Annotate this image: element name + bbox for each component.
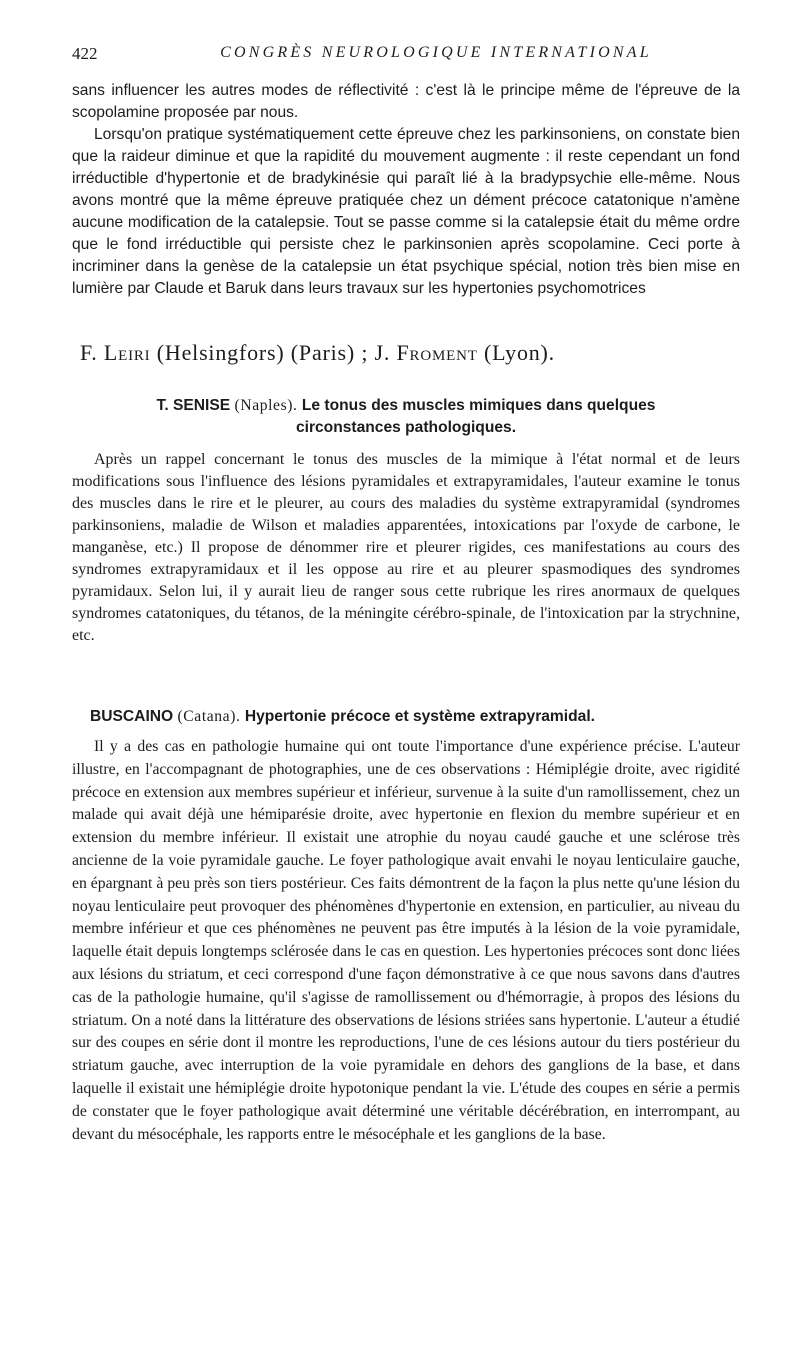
intro-paragraph-2: Lorsqu'on pratique systématiquement cette épreuve chez les parkinsoniens, on constate bien que la raideur diminue et que la rapidité du mouvement augmente : il reste cependant un fond irréductible d'hypertonie et de bradykinésie qui paraît lié à la bradypsychie elle-même. Nous avons montré que la même épreuve pratiquée chez un dément précoce catatonique n'amène aucune modification de la catalepsie. Tout se passe comme si la catalepsie était du même ordre que le fond irréductible qui persiste chez le parkinsonien après scopolamine. Ceci porte à incriminer dans la genèse de la catalepsie un état psychique spécial, notion très bien mise en lumière par Claude et Baruk dans leurs travaux sur les hypertonies psychomotrices xyxy=(72,126,740,297)
senise-heading xyxy=(72,395,740,417)
buscaino-body: Il y a des cas en pathologie humaine qui ont toute l'importance d'une expérience précise. L'auteur illustre, en l'accompagnant de photographies, une de ces observations : Hémiplégie droite, avec rigidité précoce en extension aux membres supérieur et inférieur, survenue à la suite d'un ramollissement, chez un malade qui avait déjà une hémiparésie droite, avec hypertonie en flexion du membre supérieur et en extension du membre inférieur. Il existait une atrophie du noyau caudé gauche et une sclérose très ancienne de la voie pyramidale gauche. Le foyer pathologique avait envahi le noyau lenticulaire gauche, en épargnant à peu près son tiers postérieur. Ces faits démontrent de la façon la plus nette qu'une lésion du noyau lenticulaire peut provoquer des phénomènes d'hypertonie en extension, en particulier, au niveau du membre inférieur et que ces phénomènes ne peuvent pas être imputés à la lésion de la voie pyramidale, laquelle était depuis longtemps sclérosée dans le cas en question. Les hypertonies précoces sont donc liées aux lésions du striatum, et ceci correspond d'une façon démonstrative à ce que nous savons dans d'autres cas de la pathologie humaine, qu'il s'agisse de ramollissement ou d'hémorragie, à propos des lésions du striatum. On a noté dans la littérature des observations de lésions striées sans hypertonie. L'auteur a étudié sur des coupes en série dont il montre les reproductions, l'une de ces lésions autour du tiers postérieur du striatum gauche, avec interruption de la voie pyramidale en dehors des ganglions de la base, et dans laquelle il existait une hémiplégie droite hypotonique pendant la vie. L'étude des coupes en série a permis de constater que le foyer pathologique avait déterminé une véritable décérébration, en interrompant, au devant du mésocéphale, les rapports entre le mésocéphale et les ganglions de la base. xyxy=(72,738,740,1143)
author1-location: (Helsingfors) (Paris) ; J. xyxy=(150,340,397,365)
running-title: CONGRÈS NEUROLOGIQUE INTERNATIONAL xyxy=(220,44,652,61)
senise-title-part1: Le tonus des muscles mimiques dans quelques xyxy=(301,397,656,414)
buscaino-author: BUSCAINO xyxy=(90,708,174,725)
author1-name: Leiri xyxy=(103,340,151,365)
senise-section xyxy=(72,395,740,647)
senise-body: Après un rappel concernant le tonus des muscles de la mimique à l'état normal et de leurs modifications sous l'influence des lésions pyramidales et extrapyramidales, l'auteur examine le tonus des muscles dans le rire et le pleurer, au cours des maladies du système extrapyramidal (syndromes parkinsoniens, maladie de Wilson et maladies apparentées, intoxications par l'oxyde de carbone, le manganèse, etc.) Il propose de dénommer rire et pleurer rigides, ces manifestations au cours des syndromes extrapyramidaux et il les oppose au rire et au pleurer spasmodiques des syndromes pyramidaux. Selon lui, il y aurait lieu de ranger sous cette rubrique les rires anormaux de quelques syndromes catatoniques, du tétanos, de la méningite cérébro-spinale, de l'intoxication par la strychnine, etc. xyxy=(72,451,740,644)
author1-initial: F. xyxy=(80,340,104,365)
buscaino-location: (Catana). xyxy=(177,708,241,725)
authors-line xyxy=(80,340,555,366)
intro-section xyxy=(72,80,740,300)
senise-author: T. SENISE xyxy=(156,397,231,414)
senise-location: (Naples). xyxy=(234,397,298,414)
page-number: 422 xyxy=(72,44,98,63)
author2-name: Froment xyxy=(396,340,478,365)
author2-location: (Lyon). xyxy=(477,340,555,365)
buscaino-title: Hypertonie précoce et système extrapyramidal. xyxy=(244,708,595,725)
buscaino-section xyxy=(72,706,740,1146)
senise-title-part2: circonstances pathologiques. xyxy=(295,419,517,436)
intro-paragraph-1: sans influencer les autres modes de réflectivité : c'est là le principe même de l'épreuve de la scopolamine proposée par nous. xyxy=(72,82,740,121)
buscaino-heading xyxy=(72,706,740,728)
page-header xyxy=(72,44,740,68)
